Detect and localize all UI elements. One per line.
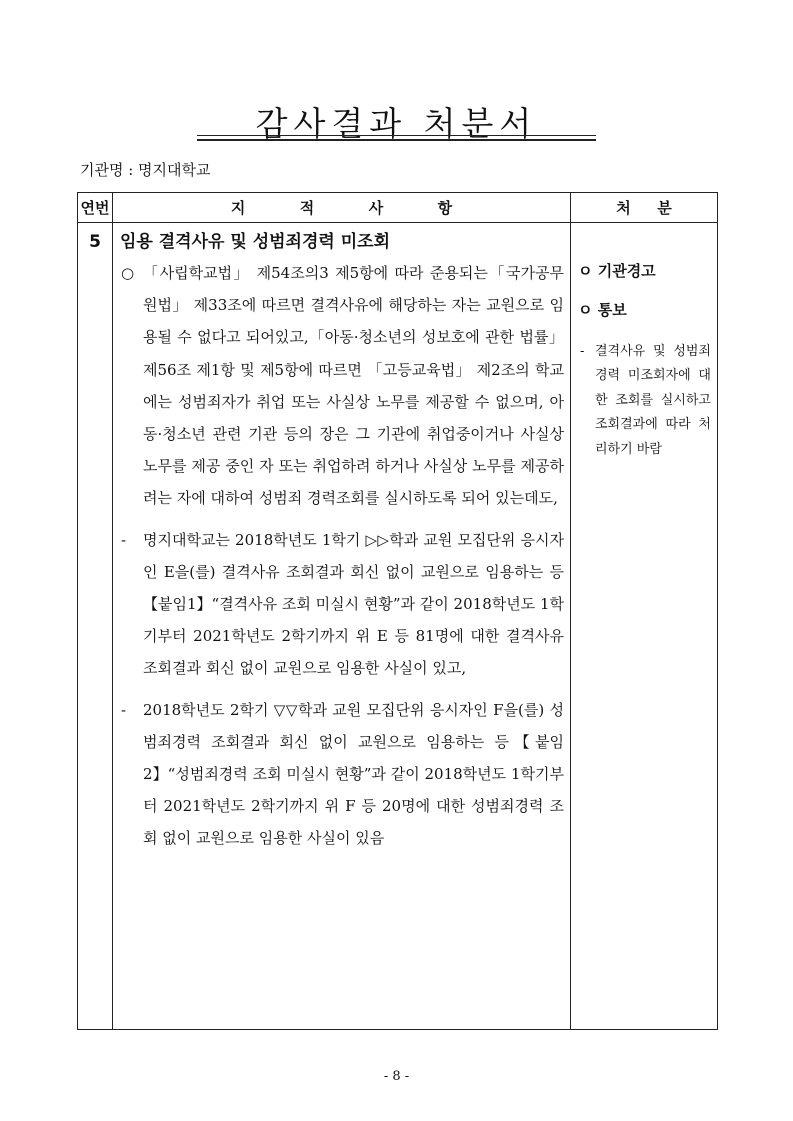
disposition-cell	[571, 223, 718, 1030]
issue-title: 임용 결격사유 및 성범죄경력 미조회	[120, 232, 391, 252]
table-header-row	[78, 193, 718, 223]
header-disposition: 처 분	[571, 193, 718, 223]
disposition-detail	[580, 340, 711, 462]
title-underline	[197, 135, 596, 136]
disposition-detail-text: 결격사유 및 성범죄경력 미조회자에 대한 조회를 실시하고 조회결과에 따라 처리하기 바람	[595, 344, 711, 457]
header-issues: 지 적 사 항	[113, 193, 571, 223]
paragraph-text: 2018학년도 2학기 ▽▽학과 교원 모집단위 응시자인 F을(를) 성범죄경력 조회결과 회신 없이 교원으로 임용하는 등【붙임2】“성범죄경력 조회 미실시 현황”과 같이 2018학년도 1학기부터 2021학년도 2학기까지 위 F 등 20명에 대한 성범죄경력 조회 없이 교원으로 임용한 사실이 있음	[143, 700, 564, 848]
disposition-institution-warning: ㅇ 기관경고	[578, 262, 656, 280]
bullet-dash: -	[121, 530, 127, 549]
paragraph-text: 명지대학교는 2018학년도 1학기 ▷▷학과 교원 모집단위 응시자인 E을(를) 결격사유 조회결과 회신 없이 교원으로 임용하는 등【붙임1】“결격사유 조회 미실시 현황”과 같이 2018학년도 1학기부터 2021학년도 2학기까지 위 E 등 81명에 대한 결격사유 조회결과 회신 없이 교원으로 임용한 사실이 있고,	[143, 530, 565, 678]
header-no: 연번	[78, 193, 113, 223]
organization-name: 기관명 : 명지대학교	[80, 161, 211, 179]
issue-cell	[113, 223, 571, 1030]
table-row	[78, 223, 718, 1030]
findings-table	[77, 192, 718, 1030]
paragraph-text: 「사립학교법」 제54조의3 제5항에 따라 준용되는「국가공무원법」 제33조에 따르면 결격사유에 해당하는 자는 교원으로 임용될 수 없다고 되어있고,「아동·청소년의 성보호에 관한 법률」 제56조 제1항 및 제5항에 따르면 「고등교육법」 제2조의 학교에는 성범죄자가 취업 또는 사실상 노무를 제공할 수 없으며, 아동·청소년 관련 기관 등의 장은 그 기관에 취업중이거나 사실상 노무를 제공 중인 자 또는 취업하려 하거나 사실상 노무를 제공하려는 자에 대하여 성범죄 경력조회를 실시하도록 되어 있는데도,	[143, 264, 564, 508]
disposition-notice: ㅇ 통보	[578, 301, 627, 319]
issue-subparagraph	[121, 524, 565, 685]
issue-subparagraph	[121, 694, 564, 855]
document-title: 감사결과 처분서	[255, 104, 538, 143]
page-number: - 8 -	[383, 1069, 410, 1084]
issue-paragraph	[121, 257, 564, 515]
bullet-dash: -	[121, 700, 127, 719]
bullet-dash: -	[580, 344, 585, 359]
title-underline-double	[197, 139, 596, 141]
row-number: 5	[78, 223, 113, 1030]
bullet-circle: ○	[121, 264, 135, 282]
